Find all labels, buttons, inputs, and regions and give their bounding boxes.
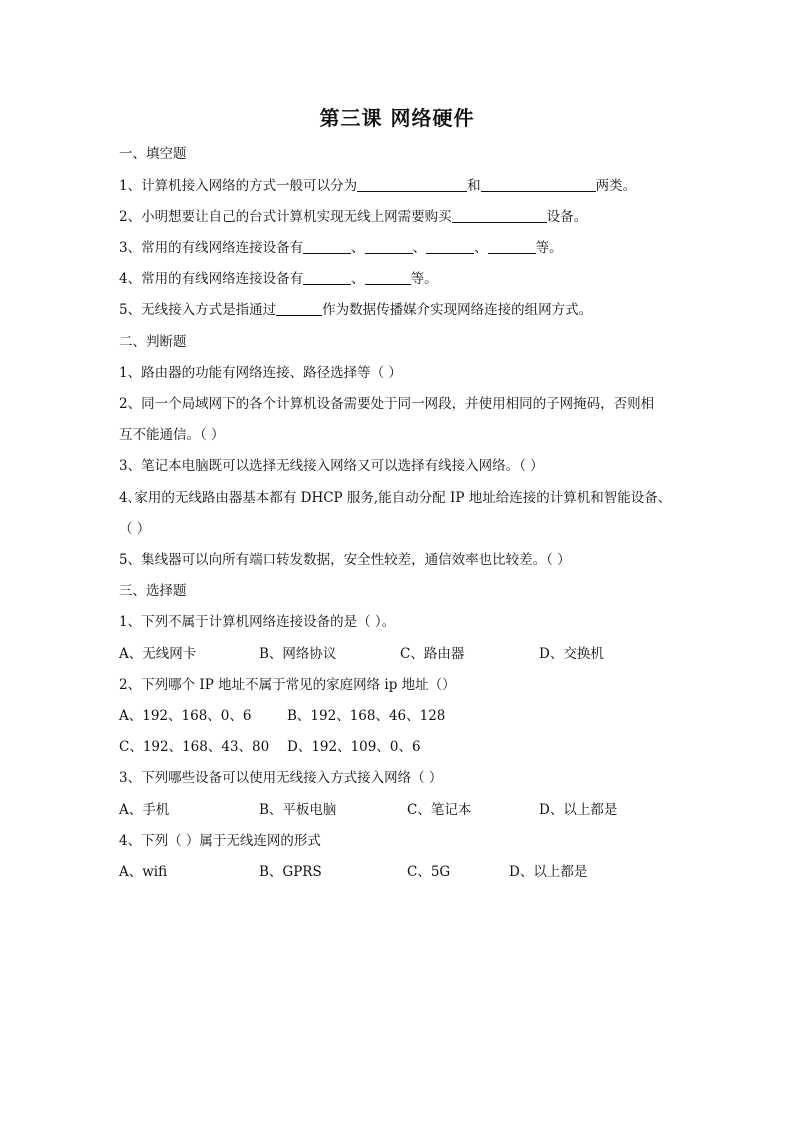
separator: 、 [351,240,365,256]
judge-question-1: 1、路由器的功能有网络连接、路径选择等（ ） [119,365,402,381]
answer-blank[interactable] [488,239,536,254]
choice-q4-option-d[interactable]: D、以上都是 [509,864,588,880]
answer-blank[interactable] [365,270,411,285]
section-heading-judge: 二、判断题 [119,334,187,350]
page-title: 第三课 网络硬件 [319,106,475,130]
fill-q1-text-b: 和 [467,178,481,194]
fill-q3-end: 等。 [535,240,563,256]
fill-question-2 [119,207,587,227]
choice-q1-option-b[interactable]: B、网络协议 [259,646,337,662]
fill-q2-text-a: 2、小明想要让自己的台式计算机实现无线上网需要购买 [119,209,452,225]
separator: 、 [351,271,365,287]
answer-blank[interactable] [481,177,596,192]
answer-blank[interactable] [276,301,322,316]
fill-question-4 [119,269,438,289]
choice-question-4-stem: 4、下列（ ）属于无线连网的形式 [119,833,321,849]
separator: 、 [474,240,488,256]
fill-q1-text-a: 1、计算机接入网络的方式一般可以分为 [119,178,358,194]
answer-blank[interactable] [452,208,547,223]
fill-question-1 [119,176,636,196]
choice-q4-option-b[interactable]: B、GPRS [259,864,322,880]
judge-question-4-line-1: 4､家用的无线路由器基本都有 DHCP 服务,能自动分配 IP 地址给连接的计算机和智能设备、 [119,490,672,506]
choice-q4-option-c[interactable]: C、5G [407,864,451,880]
judge-question-4-line-2: （ ） [119,521,151,537]
answer-blank[interactable] [365,239,413,254]
fill-q5-text-b: 作为数据传播媒介实现网络连接的组网方式。 [322,302,593,318]
choice-question-1-stem: 1、下列不属于计算机网络连接设备的是（ ）。 [119,614,396,630]
choice-q3-option-d[interactable]: D、以上都是 [539,802,618,818]
choice-q4-option-a[interactable]: A、wifi [119,864,168,880]
fill-q2-text-b: 设备。 [546,209,588,225]
choice-q2-option-a[interactable]: A、192、168、0、6 [119,708,252,724]
answer-blank[interactable] [303,239,351,254]
choice-question-3-stem: 3、下列哪些设备可以使用无线接入方式接入网络（ ） [119,770,443,786]
judge-question-3: 3、笔记本电脑既可以选择无线接入网络又可以选择有线接入网络。（ ） [119,458,544,474]
choice-q2-option-d[interactable]: D、192、109、0、6 [287,739,421,755]
answer-blank[interactable] [357,177,467,192]
judge-question-2-line-2: 互不能通信。（ ） [119,427,225,443]
judge-question-2-line-1: 2、同一个局域网下的各个计算机设备需要处于同一网段，并使用相同的子网掩码，否则相 [119,396,655,412]
section-heading-fill: 一、填空题 [119,146,187,162]
separator: 、 [412,240,427,256]
choice-q3-option-a[interactable]: A、手机 [119,802,170,818]
fill-q5-text-a: 5、无线接入方式是指通过 [119,302,277,318]
answer-blank[interactable] [303,270,351,285]
choice-q1-option-a[interactable]: A、无线网卡 [119,646,197,662]
choice-q1-option-c[interactable]: C、路由器 [400,646,465,662]
fill-q4-end: 等。 [410,271,438,287]
choice-q2-option-b[interactable]: B、192、168、46、128 [287,708,446,724]
fill-q3-text-a: 3、常用的有线网络连接设备有 [119,240,304,256]
fill-question-3 [119,238,563,258]
choice-q2-option-c[interactable]: C、192、168、43、80 [119,739,270,755]
choice-q1-option-d[interactable]: D、交换机 [539,646,604,662]
choice-q3-option-c[interactable]: C、笔记本 [407,802,472,818]
fill-question-5 [119,300,592,320]
section-heading-choice: 三、选择题 [119,583,187,599]
answer-blank[interactable] [426,239,474,254]
fill-q4-text-a: 4、常用的有线网络连接设备有 [119,271,304,287]
judge-question-5: 5、集线器可以向所有端口转发数据，安全性较差，通信效率也比较差。（ ） [119,552,571,568]
fill-q1-text-c: 两类。 [595,178,637,194]
choice-question-2-stem: 2、下列哪个 IP 地址不属于常见的家庭网络 ip 地址（） [119,677,456,693]
choice-q3-option-b[interactable]: B、平板电脑 [259,802,337,818]
